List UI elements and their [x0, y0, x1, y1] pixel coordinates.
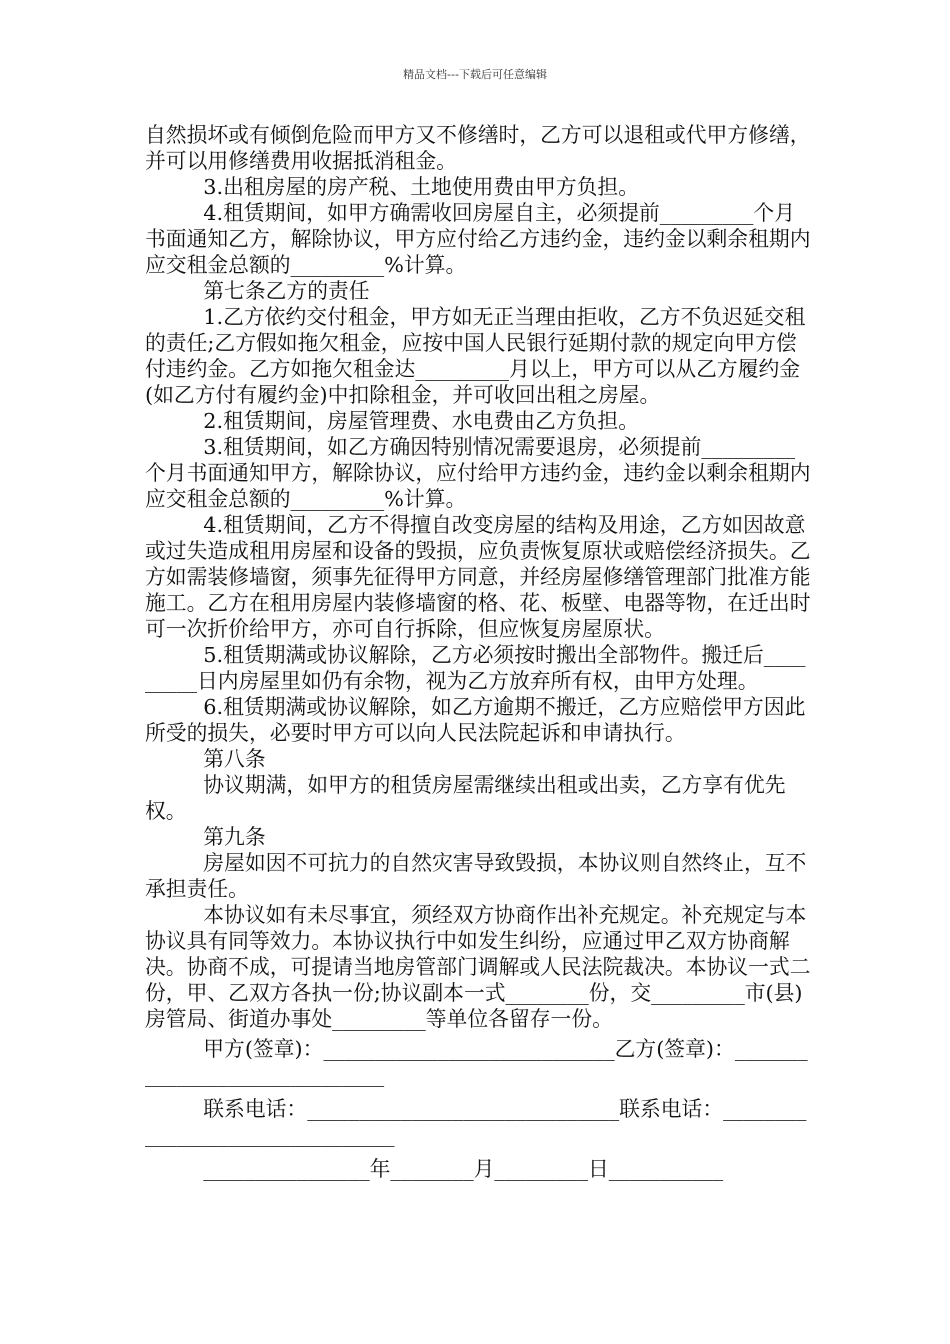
paragraph: 3.出租房屋的房产税、土地使用费由甲方负担。	[203, 175, 640, 199]
signature-line-date: ________________年________月_________日___________	[203, 1157, 724, 1181]
paragraph: 3.租赁期间，如乙方确因特别情况需要退房，必须提前_________个月书面通知甲方，解除协议，应付给甲方违约金，违约金以剩余租期内应交租金总额的_________%计算。	[145, 435, 811, 511]
paragraph: 4.租赁期间，乙方不得擅自改变房屋的结构及用途，乙方如因故意或过失造成租用房屋和设备的毁损，应负责恢复原状或赔偿经济损失。乙方如需装修墙窗，须事先征得甲方同意，并经房屋修缮管理部门批准方能施工。乙方在租用房屋内装修墙窗的格、花、板壁、电器等物，在迁出时可一次折价给甲方，亦可自行拆除，但应恢复房屋原状。	[145, 513, 811, 641]
section-heading: 第七条乙方的责任	[203, 279, 370, 303]
paragraph: 4.租赁期间，如甲方确需收回房屋自主，必须提前_________个月书面通知乙方，解除协议，甲方应付给乙方违约金，违约金以剩余租期内应交租金总额的_________%计算。	[145, 201, 811, 277]
signature-line-phone: 联系电话：______________________________联系电话：________________________________	[145, 1097, 807, 1147]
paragraph: 房屋如因不可抗力的自然灾害导致毁损，本协议则自然终止，互不承担责任。	[145, 851, 807, 901]
paragraph: 1.乙方依约交付租金，甲方如无正当理由拒收，乙方不负迟延交租的责任;乙方假如拖欠租金，应按中国人民银行延期付款的规定向甲方偿付违约金。乙方如拖欠租金达_________月以上，甲方可以从乙方履约金(如乙方付有履约金)中扣除租金，并可收回出租之房屋。	[145, 305, 806, 407]
section-heading: 第八条	[203, 747, 266, 771]
paragraph: 协议期满，如甲方的租赁房屋需继续出租或出卖，乙方享有优先权。	[145, 773, 786, 823]
paragraph: 本协议如有未尽事宜，须经双方协商作出补充规定。补充规定与本协议具有同等效力。本协议执行中如发生纠纷，应通过甲乙双方协商解决。协商不成，可提请当地房管部门调解或人民法院裁决。本协议一式二份，甲、乙双方各执一份;协议副本一式________份，交_________市(县)房管局、街道办事处_________等单位各留存一份。	[145, 903, 811, 1031]
paragraph: 6.租赁期满或协议解除，如乙方逾期不搬迁，乙方应赔偿甲方因此所受的损失，必要时甲方可以向人民法院起诉和申请执行。	[145, 695, 806, 745]
paragraph: 自然损坏或有倾倒危险而甲方又不修缮时，乙方可以退租或代甲方修缮，并可以用修缮费用收据抵消租金。	[145, 123, 811, 173]
paragraph: 5.租赁期满或协议解除，乙方必须按时搬出全部物件。搬迁后_________日内房屋里如仍有余物，视为乙方放弃所有权，由甲方处理。	[145, 643, 806, 693]
page-header: 精品文档---下载后可任意编辑	[403, 68, 547, 81]
section-heading: 第九条	[203, 825, 266, 849]
document-body	[145, 122, 813, 1182]
signature-line-parties: 甲方(签章)：____________________________乙方(签章)：______________________________	[145, 1037, 808, 1087]
paragraph: 2.租赁期间，房屋管理费、水电费由乙方负担。	[203, 409, 640, 433]
